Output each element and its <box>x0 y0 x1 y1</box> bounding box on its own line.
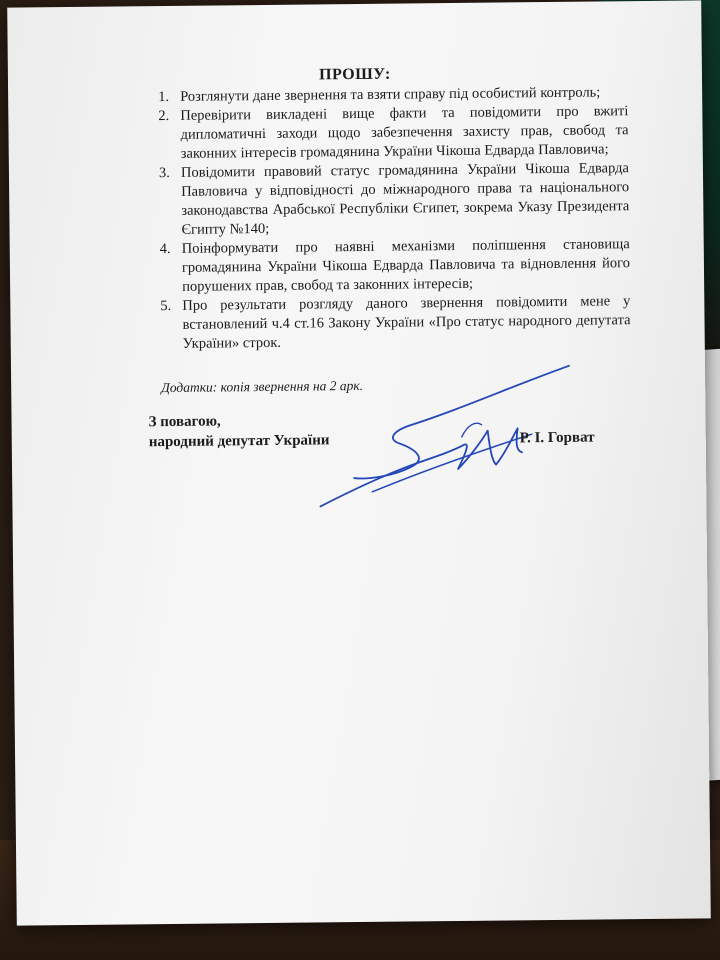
list-item-number: 4. <box>159 240 171 258</box>
list-item-text: Перевірити викладені вище факти та повідомити про вжиті дипломатичні заходи щодо забезпечення захисту прав, свобод та законних інтересів громадянина України Чікоша Едварда Павловича; <box>180 103 629 162</box>
list-item-number: 5. <box>160 297 172 315</box>
request-heading: ПРОШУ: <box>319 65 391 84</box>
list-item <box>160 292 631 354</box>
list-item-number: 2. <box>158 107 170 125</box>
signer-title: народний депутат України <box>148 432 330 451</box>
closing-regards: З повагою, <box>148 413 221 431</box>
list-item <box>160 235 631 297</box>
document-page <box>7 0 711 925</box>
list-item-number: 1. <box>158 88 170 106</box>
list-item-text: Поінформувати про наявні механізми поліпшення становища громадянина України Чікоша Едварда Павловича та відновлення його порушених прав, свобод та законних інтересів; <box>181 236 631 295</box>
list-item-number: 3. <box>158 164 170 182</box>
signer-name: Р. І. Горват <box>519 429 595 447</box>
closing-block <box>148 410 329 452</box>
request-list <box>158 83 631 354</box>
list-item-text: Розглянути дане звернення та взяти справу під особистий контроль; <box>180 84 601 105</box>
attachment-note: Додатки: копія звернення на 2 арк. <box>161 377 364 396</box>
list-item-text: Повідомити правовий статус громадянина України Чікоша Едварда Павловича у відповідності до міжнародного права та національного законодавства Арабської Республіки Єгипет, зокрема Указу Президента Єгипту №140; <box>180 160 630 238</box>
list-item-text: Про результати розгляду даного звернення повідомити мене у встановлений ч.4 ст.16 Закону України «Про статус народного депутата України» строк. <box>182 293 631 352</box>
list-item <box>159 159 630 240</box>
list-item <box>158 102 629 164</box>
